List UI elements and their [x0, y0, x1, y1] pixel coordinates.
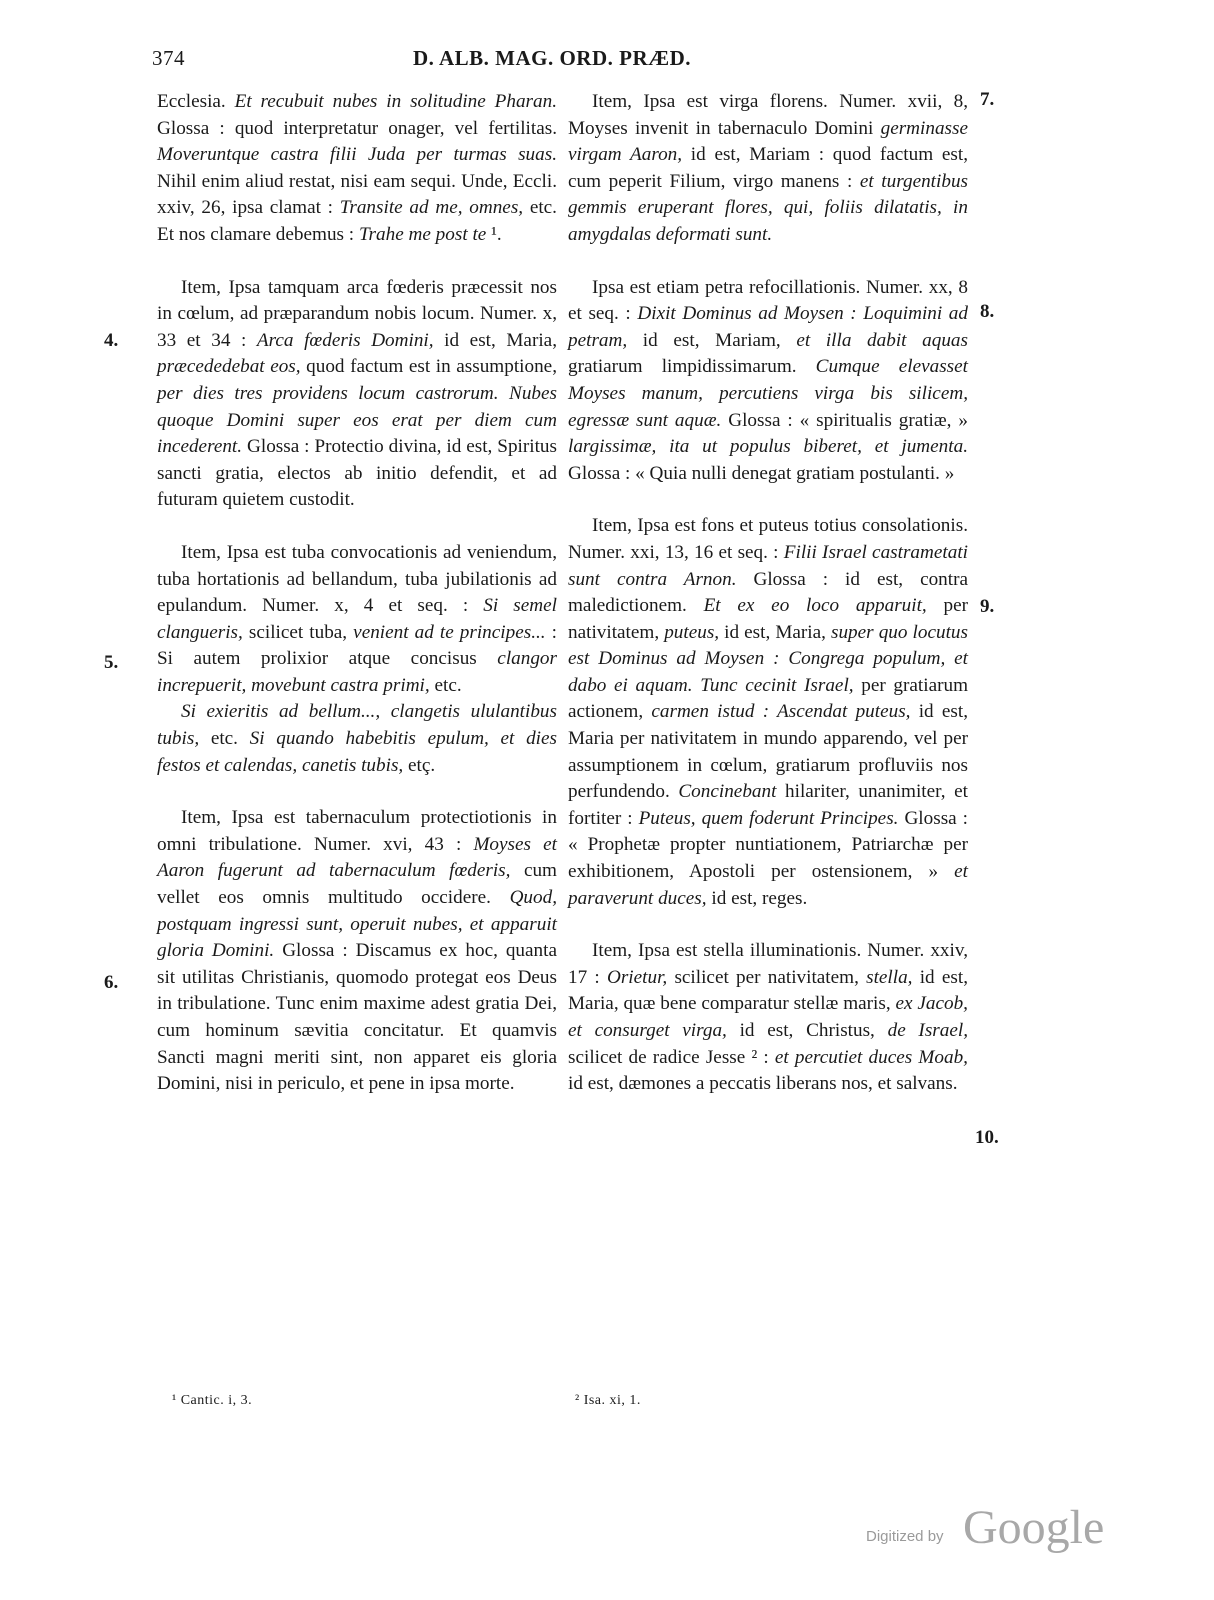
text-run: Glossa : « Prophetæ propter nuntiationem, Patriarchæ per exhibitionem, Apostoli per ostensionem, »	[568, 807, 968, 883]
text-run: id est, Maria per nativitatem in mundo apparendo, vel per assumptionem in cœlum, gratiarum profluviis nos perfundendo.	[568, 701, 968, 803]
text-run: Ipsa est etiam petra refocillationis. Numer. xx, 8 et seq. :	[568, 276, 968, 325]
italic-run: Concinebant	[678, 781, 777, 803]
italic-run: venient ad te principes...	[353, 621, 546, 643]
text-run: id est, Mariam : quod factum est, cum peperit Filium, virgo manens :	[568, 144, 968, 192]
italic-run: Et recubuit nubes in solitudine Pharan.	[234, 91, 557, 112]
text-run: Glossa : Protectio divina, id est, Spiritus sancti gratia, electos ab initio defendit, et ad futuram quietem custodit.	[157, 436, 557, 511]
text-run: etc.	[199, 728, 250, 750]
text-run: Glossa : Discamus ex hoc, quanta sit utilitas Christianis, quomodo protegat eos Deus in tribulatione. Tunc enim maxime adest gratia Dei, cum hominum sævitia concitatur. Et quamvis Sancti magni meriti sint, non apparet eis gloria Domini, nisi in periculo, et pene in ipsa morte.	[157, 940, 557, 1095]
text-run: Glossa : quod interpretatur onager, vel fertilitas.	[157, 117, 557, 139]
italic-run: Trahe me post te	[358, 223, 487, 245]
italic-run: Dixit Dominus ad Moysen : Loquimini ad petram,	[568, 303, 968, 351]
right-column	[568, 89, 968, 1098]
text-run: id est, Maria, quæ bene comparatur stellæ maris,	[568, 966, 968, 1015]
paragraph-4	[157, 275, 557, 514]
paragraph-3-continuation	[157, 89, 557, 249]
italic-run: ex Jacob, et consurget virga,	[568, 993, 968, 1041]
text-run: id est, Mariam,	[627, 329, 797, 351]
italic-run: Quod, postquam ingressi sunt, operuit nubes, et apparuit gloria Domini.	[157, 887, 557, 962]
text-run: id est, dæmones a peccatis liberans nos, et salvans.	[568, 1073, 958, 1095]
paragraph-5-continuation	[157, 699, 557, 779]
paragraph-10	[568, 938, 968, 1098]
footnote-right: ² Isa. xi, 1.	[575, 1393, 641, 1408]
italic-run: Moyses et Aaron fugerunt ad tabernaculum fœderis,	[157, 833, 557, 882]
italic-run: Orietur,	[606, 966, 668, 988]
text-run: : Si autem prolixior atque concisus	[157, 621, 557, 670]
paragraph-5	[157, 540, 557, 700]
italic-run: germinasse virgam Aaron,	[568, 117, 968, 166]
text-run: Item, Ipsa est virga florens. Numer. xvii, 8, Moyses invenit in tabernaculo Domini	[568, 91, 968, 139]
text-run: quod factum est in assumptione,	[300, 356, 557, 378]
text-run: per nativitatem,	[568, 595, 968, 643]
text-run: scilicet per nativitatem,	[667, 966, 867, 988]
italic-run: et percutiet duces Moab,	[774, 1046, 968, 1068]
text-run: Item, Ipsa est tuba convocationis ad veniendum, tuba hortationis ad bellandum, tuba jubilationis ad epulandum. Numer. x, 4 et seq. :	[157, 541, 557, 617]
watermark-small-text: Digitized by	[866, 1528, 944, 1545]
text-run: id est, Maria,	[719, 621, 831, 643]
running-title: D. ALB. MAG. ORD. PRÆD.	[412, 46, 692, 70]
text-run: Ecclesia.	[157, 91, 235, 112]
text-run: Glossa : « spiritualis gratiæ, »	[721, 409, 968, 431]
margin-number-4: 4.	[104, 330, 119, 351]
italic-run: clangor increpuerit, movebunt castra primi,	[157, 648, 557, 696]
italic-run: de Israel,	[887, 1020, 968, 1041]
italic-run: super quo locutus est Dominus ad Moysen : Congrega populum, et dabo ei aquam. Tunc cecinit Israel,	[568, 621, 968, 696]
digitized-watermark	[866, 1500, 1106, 1560]
italic-run: Moveruntque castra filii Juda per turmas suas.	[157, 144, 557, 166]
margin-number-5: 5.	[104, 652, 119, 673]
text-run: gratiarum limpidissimarum.	[568, 356, 816, 378]
text-run: scilicet de radice Jesse ² :	[568, 1046, 775, 1068]
text-run: scilicet tuba,	[242, 621, 354, 643]
italic-run: Cumque elevasset Moyses manum, percutiens virga bis silicem, egressæ sunt aquæ.	[568, 356, 968, 431]
italic-run: puteus,	[664, 621, 720, 643]
text-run: Item, Ipsa tamquam arca fœderis præcessit nos in cœlum, ad præparandum nobis locum. Numer. x, 33 et 34 :	[157, 276, 557, 351]
paragraph-8	[568, 275, 968, 488]
italic-run: largissimæ, ita ut populus biberet, et jumenta.	[568, 436, 968, 458]
text-run: id est, Maria,	[433, 329, 557, 351]
text-run: Item, Ipsa est stella illuminationis. Numer. xxiv, 17 :	[568, 940, 968, 988]
text-run: etc.	[429, 674, 462, 696]
italic-run: carmen istud : Ascendat puteus,	[651, 701, 911, 723]
italic-run: Filii Israel castrametati sunt contra Arnon.	[568, 541, 968, 590]
text-run: Item, Ipsa est fons et puteus totius consolationis. Numer. xxi, 13, 16 et seq. :	[568, 515, 968, 563]
text-run: hilariter, unanimiter, et fortiter :	[568, 781, 968, 829]
text-run: ¹.	[486, 223, 502, 245]
italic-run: Et ex eo loco apparuit,	[703, 595, 927, 617]
text-run: Glossa : « Quia nulli denegat gratiam postulanti. »	[568, 462, 955, 484]
margin-number-8: 8.	[980, 301, 995, 322]
google-logo: Google	[963, 1501, 1105, 1554]
text-run: id est, reges.	[706, 887, 808, 909]
text-run: Nihil enim aliud restat, nisi eam sequi. Unde, Eccli. xxiv, 26, ipsa clamat :	[157, 170, 557, 219]
paragraph-7	[568, 89, 968, 249]
text-run: etç.	[403, 754, 436, 776]
italic-run: Si exieritis ad bellum..., clangetis ululantibus tubis,	[157, 701, 557, 750]
margin-number-10: 10.	[975, 1127, 999, 1148]
italic-run: per dies tres providens locum castrorum. Nubes quoque Domini super eos erat per diem cum incederent.	[157, 382, 557, 458]
italic-run: Si semel clangueris,	[157, 595, 557, 643]
text-run: etc. Et nos clamare debemus :	[157, 197, 557, 245]
text-run: cum vellet eos omnis multitudo occidere.	[157, 860, 557, 909]
text-run: Item, Ipsa est tabernaculum protectiotionis in omni tribulatione. Numer. xvi, 43 :	[157, 807, 557, 855]
italic-run: præcededebat eos,	[157, 356, 301, 378]
italic-run: et illa dabit aquas	[796, 329, 968, 351]
page-number: 374	[152, 46, 185, 70]
italic-run: Arca fœderis Domini,	[256, 329, 434, 351]
footnote-left: ¹ Cantic. i, 3.	[172, 1393, 253, 1408]
italic-run: et paraverunt duces,	[568, 861, 968, 909]
margin-number-6: 6.	[104, 972, 119, 993]
page-header	[152, 46, 952, 76]
italic-run: Si quando habebitis epulum, et dies festos et calendas, canetis tubis,	[157, 728, 557, 776]
text-run: per gratiarum actionem,	[568, 674, 968, 723]
italic-run: stella,	[866, 966, 913, 988]
margin-number-9: 9.	[980, 596, 995, 617]
italic-run: Puteus, quem foderunt Principes.	[638, 807, 899, 829]
margin-number-7: 7.	[980, 89, 995, 110]
italic-run: et turgentibus gemmis eruperant flores, qui, foliis dilatatis, in amygdalas deformati sunt.	[568, 170, 969, 245]
text-run: Glossa : id est, contra maledictionem.	[568, 568, 969, 617]
text-run: id est, Christus,	[726, 1020, 888, 1041]
paragraph-9	[568, 513, 968, 912]
paragraph-6	[157, 805, 557, 1098]
left-column	[157, 89, 557, 1098]
italic-run: Transite ad me, omnes,	[339, 197, 524, 219]
